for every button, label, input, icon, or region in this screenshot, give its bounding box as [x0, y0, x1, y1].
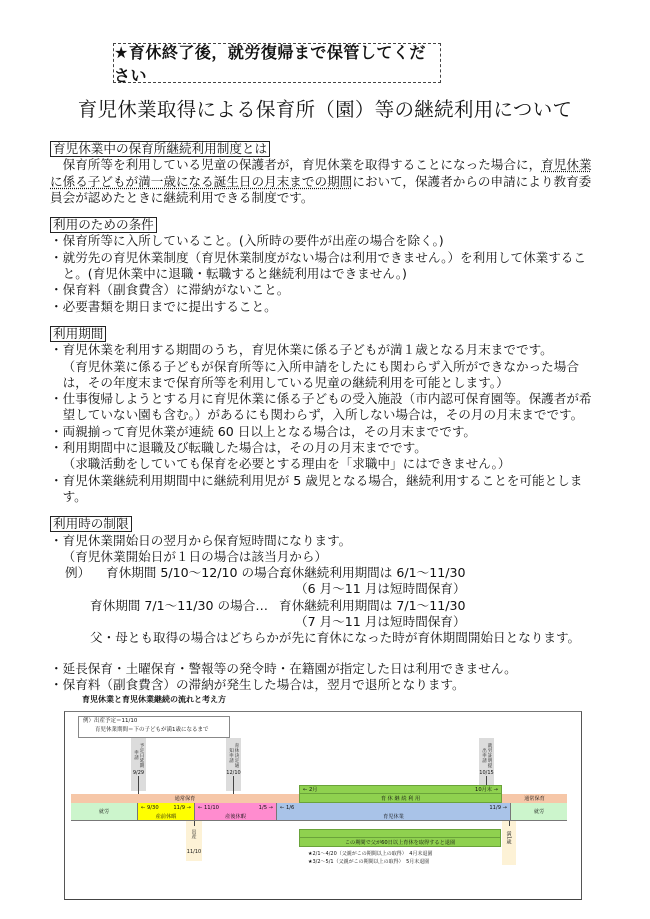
period-item-cont: （求職活動をしていても保育を必要とする理由を「求職中」にはできません。） [62, 456, 511, 472]
marker-line [138, 776, 139, 794]
about-line-2 [50, 174, 610, 190]
continuation-bar: 育 休 継 続 利 用 [299, 794, 502, 803]
marker-work-certificate: 就労証明提出申請 10/15 [479, 738, 494, 791]
diagram-example-line-1: 例）出産予定＝11/10 [83, 718, 138, 724]
prenatal-start: ← 9/30 [141, 804, 159, 811]
example-2-note: （7 月～11 月は短時間保育） [295, 614, 466, 630]
childcare-range [276, 803, 510, 812]
page-title: 育児休業取得による保育所（園）等の継続利用について [77, 98, 573, 121]
marker-leave-decision: 育休決定通知申請 12/10 [226, 738, 241, 791]
condition-item: ・必要書類を期日までに提出すること。 [50, 298, 277, 314]
diagram-example-line-2: 育児休業期間＝下の子どもが満1歳になるまで [95, 727, 209, 733]
diagram-title: 育児休業と育児休業継続の流れと考え方 [82, 695, 226, 704]
period-item: ・育児休業継続利用期間中に継続利用児が 5 歳児となる場合，継続利用することを可能としま [50, 472, 583, 488]
condition-item: ・保育料（副食費含）に滞納がないこと。 [50, 282, 290, 298]
both-parents-row [50, 630, 610, 646]
childcare-start: ← 1/6 [280, 804, 295, 811]
about-text-1: 保育所等を利用している児童の保護者が，育児休業を取得することになった場合に， [62, 157, 542, 173]
period-item: ・育児休業を利用する期間のうち，育児休業に係る子どもが満１歳となる月末までです。 [50, 342, 553, 358]
condition-item-cont: と。(育児休業中に退職・転職すると継続利用はできません。) [62, 266, 407, 282]
condition-item: ・就労先の育児休業制度（育児休業制度がない場合は利用できません。）を利用して休業するこ [50, 249, 586, 265]
marker-due-date-request: 予定日延期申請 9/29 [131, 738, 146, 791]
prenatal-end: 11/9 → [173, 804, 191, 811]
diagram-note-1: ★2/1～4/20（父親がこの期間以上の取得） 4月末退園 [308, 851, 433, 857]
about-text-underlined-2: に係る子どもが満一歳になる誕生日の月末までの期間 [50, 173, 353, 189]
document-body [50, 141, 610, 693]
period-item: ・両親揃って育児休業が連続 60 日以上となる場合は，その月末までです。 [50, 423, 477, 439]
example-1-left: 育休期間 5/10～12/10 の場合… [106, 565, 292, 581]
continuation-end: 10月末 → [475, 787, 498, 793]
diagram-note-2: ★3/2～5/1（父親がこの期間以上の取得） 5月末退園 [308, 859, 430, 865]
section-heading-period: 利用期間 [50, 326, 106, 342]
both-parents-note: 父・母とも取得の場合はどちらかが先に育休になった時が育休期間開始日となります。 [90, 630, 581, 646]
example-row-2-note [50, 614, 610, 630]
father-leave-bar: この期間で父が60日以上育休を取得すると退園 [299, 838, 501, 847]
example-1-right: 育休継続利用期間は 6/1～11/30 [279, 565, 466, 581]
normal-care-bar-left: 通常保育 [71, 794, 299, 803]
postnatal-bar: 産後休暇 [194, 812, 276, 821]
prenatal-bar: 産前休暇 [137, 812, 194, 821]
period-item: ・仕事復帰しようとする月に育児休業に係る子どもの受入施設（市内認可保育園等。保護者が希 [50, 391, 592, 407]
example-row-1 [50, 565, 610, 581]
example-row-1-note [50, 581, 610, 597]
limit-extra-item: ・保育料（副食費含）の滞納が発生した場合は，翌月で退所となります。 [50, 676, 465, 692]
period-item-cont: 望していない園も含む。）があるにも関わらず，入所しない場合は，その月の月末までです。 [62, 407, 584, 423]
postnatal-end: 1/5 → [258, 804, 273, 811]
one-year-marker: 満1歳 [502, 821, 516, 865]
postnatal-range [194, 803, 276, 812]
section-heading-conditions: 利用のための条件 [50, 217, 157, 233]
period-item-cont: （育児休業に係る子どもが保育所等に入所申請をしたにも関わらず入所ができなかった場合 [62, 358, 579, 374]
about-paragraph [50, 157, 610, 173]
prenatal-range [137, 803, 194, 812]
section-period [50, 326, 610, 505]
about-line-3: 員会が認めたときに継続利用できる制度です。 [50, 189, 314, 205]
section-conditions [50, 217, 610, 315]
keep-notice: ★育休終了後，就労復帰まで保管してください [113, 43, 441, 83]
father-leave-range [299, 829, 501, 838]
birth-marker: 出産 11/10 [186, 821, 202, 861]
example-row-2 [50, 598, 610, 614]
work-bar-right: 就労 [510, 803, 567, 821]
example-2-right: 育休継続利用期間は 7/1～11/30 [279, 597, 466, 613]
about-text-underlined-1: 育児休業 [541, 157, 592, 173]
continuation-start: ← 2月 [303, 787, 318, 793]
childcare-bar: 育児休業 [276, 812, 510, 821]
period-item-cont: す。 [62, 488, 87, 504]
example-2-left: 育休期間 7/1～11/30 の場合… [90, 597, 268, 613]
section-about [50, 141, 610, 206]
continuation-range-bar [299, 785, 502, 794]
period-item: ・利用期間中に退職及び転職した場合は，その月の月末までです。 [50, 440, 427, 456]
section-heading-limits: 利用時の制限 [50, 516, 132, 532]
example-1-note: （6 月～11 月は短時間保育） [295, 581, 466, 597]
section-limits [50, 516, 610, 693]
limit-item-cont: （育児休業開始日が１日の場合は該当月から） [62, 548, 328, 564]
childcare-end: 11/9 → [489, 804, 507, 811]
section-heading-about: 育児休業中の保育所継続利用制度とは [50, 141, 270, 157]
limit-item: ・育児休業開始日の翌月から保育短時間になります。 [50, 532, 352, 548]
postnatal-start: ← 11/10 [198, 804, 219, 811]
limit-extra-item: ・延長保育・土曜保育・警報等の発令時・在籍園が指定した日は利用できません。 [50, 660, 517, 676]
diagram-example-box [78, 716, 230, 738]
condition-item: ・保育所等に入所していること。(入所時の要件が出産の場合を除く。) [50, 233, 444, 249]
example-label: 例） [65, 565, 91, 581]
about-text-3: において，保護者からの申請により教育委 [352, 173, 592, 189]
period-item-cont: は，その年度末まで保育所等を利用している児童の継続利用を可能とします。） [62, 374, 509, 390]
keep-notice-box [113, 43, 441, 83]
work-bar-left: 就労 [71, 803, 137, 821]
normal-care-bar-right: 通常保育 [502, 794, 567, 803]
